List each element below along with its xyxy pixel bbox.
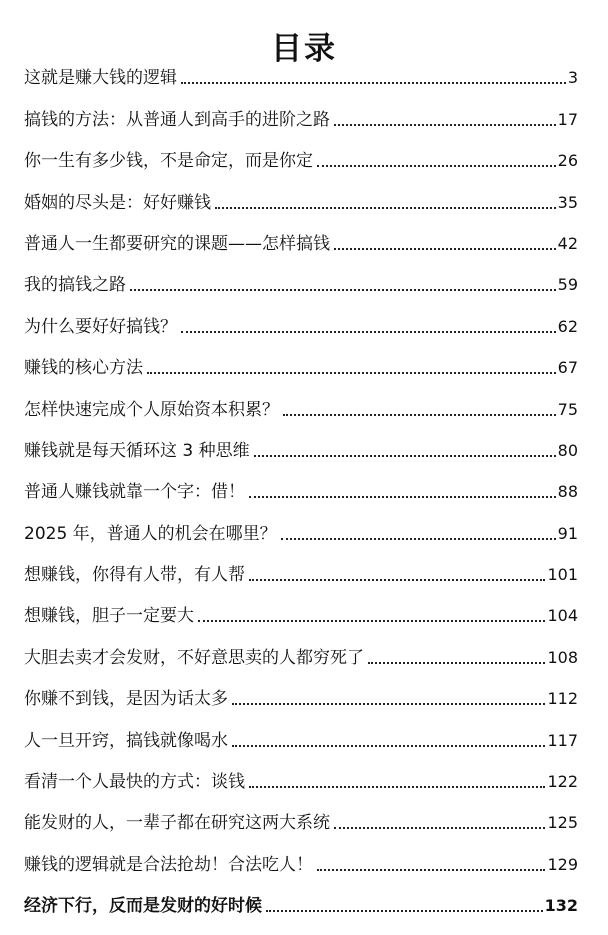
toc-entry-page: 35 bbox=[557, 192, 578, 212]
toc-entry[interactable] bbox=[24, 468, 578, 509]
toc-entry-title: 想赚钱，你得有人带，有人帮 bbox=[24, 565, 245, 586]
toc-entry-page: 101 bbox=[547, 565, 578, 585]
toc-entry-page: 42 bbox=[557, 233, 578, 253]
toc-entry-page: 75 bbox=[557, 399, 578, 419]
toc-entry-page: 62 bbox=[557, 316, 578, 336]
dot-leader bbox=[147, 372, 556, 374]
toc-entry-title: 赚钱的核心方法 bbox=[24, 358, 143, 379]
toc-entry-page: 125 bbox=[547, 813, 578, 833]
toc-entry[interactable] bbox=[24, 799, 578, 840]
toc-entry[interactable] bbox=[24, 220, 578, 261]
dot-leader bbox=[368, 662, 545, 664]
dot-leader bbox=[283, 414, 556, 416]
toc-entry-title: 搞钱的方法：从普通人到高手的进阶之路 bbox=[24, 109, 330, 130]
toc-entry-title: 这就是赚大钱的逻辑 bbox=[24, 68, 177, 89]
toc-entry-page: 3 bbox=[567, 68, 578, 88]
toc-entry[interactable] bbox=[24, 137, 578, 178]
toc-entry-page: 108 bbox=[547, 647, 578, 667]
dot-leader bbox=[198, 620, 545, 622]
toc-entry-title: 看清一个人最快的方式：谈钱 bbox=[24, 772, 245, 793]
toc-entry-title: 你赚不到钱，是因为话太多 bbox=[24, 689, 228, 710]
dot-leader bbox=[181, 331, 556, 333]
dot-leader bbox=[232, 745, 545, 747]
dot-leader bbox=[334, 248, 556, 250]
toc-entry-title: 人一旦开窍，搞钱就像喝水 bbox=[24, 730, 228, 751]
toc-entry-page: 132 bbox=[544, 896, 578, 916]
toc-entry-page: 88 bbox=[557, 482, 578, 502]
dot-leader bbox=[249, 579, 545, 581]
dot-leader bbox=[249, 786, 545, 788]
toc-entry[interactable] bbox=[24, 758, 578, 799]
toc-entry[interactable] bbox=[24, 633, 578, 674]
toc-entry-title: 怎样快速完成个人原始资本积累？ bbox=[24, 399, 279, 420]
table-of-contents bbox=[24, 54, 578, 923]
toc-entry-title: 赚钱就是每天循环这 3 种思维 bbox=[24, 440, 250, 461]
toc-entry-title: 为什么要好好搞钱？ bbox=[24, 316, 177, 337]
toc-entry[interactable] bbox=[24, 427, 578, 468]
dot-leader bbox=[215, 207, 556, 209]
toc-entry-page: 67 bbox=[557, 358, 578, 378]
dot-leader bbox=[254, 455, 556, 457]
toc-entry-page: 122 bbox=[547, 772, 578, 792]
toc-entry-page: 117 bbox=[547, 730, 578, 750]
dot-leader bbox=[317, 165, 556, 167]
toc-entry[interactable] bbox=[24, 840, 578, 881]
toc-entry[interactable] bbox=[24, 178, 578, 219]
page-title: 目录 bbox=[271, 30, 337, 67]
toc-entry-title: 大胆去卖才会发财，不好意思卖的人都穷死了 bbox=[24, 647, 364, 668]
dot-leader bbox=[317, 869, 545, 871]
toc-entry[interactable] bbox=[24, 95, 578, 136]
toc-entry-page: 17 bbox=[557, 109, 578, 129]
dot-leader bbox=[249, 496, 556, 498]
dot-leader bbox=[281, 538, 556, 540]
toc-entry-title: 我的搞钱之路 bbox=[24, 275, 126, 296]
toc-entry-title: 2025 年，普通人的机会在哪里？ bbox=[24, 523, 277, 544]
toc-entry[interactable] bbox=[24, 882, 578, 923]
dot-leader bbox=[130, 289, 556, 291]
toc-entry[interactable] bbox=[24, 675, 578, 716]
toc-entry[interactable] bbox=[24, 592, 578, 633]
toc-entry[interactable] bbox=[24, 344, 578, 385]
toc-entry[interactable] bbox=[24, 551, 578, 592]
toc-entry[interactable] bbox=[24, 385, 578, 426]
toc-entry-page: 129 bbox=[547, 854, 578, 874]
toc-entry-page: 26 bbox=[557, 151, 578, 171]
toc-entry-title: 普通人一生都要研究的课题——怎样搞钱 bbox=[24, 233, 330, 254]
toc-entry-page: 112 bbox=[547, 689, 578, 709]
toc-entry[interactable] bbox=[24, 509, 578, 550]
toc-entry-title: 普通人赚钱就靠一个字：借！ bbox=[24, 482, 245, 503]
toc-entry-page: 59 bbox=[557, 275, 578, 295]
toc-entry[interactable] bbox=[24, 261, 578, 302]
toc-entry-title: 婚姻的尽头是：好好赚钱 bbox=[24, 192, 211, 213]
toc-entry-title: 经济下行，反而是发财的好时候 bbox=[24, 896, 262, 917]
dot-leader bbox=[181, 82, 566, 84]
toc-entry-title: 赚钱的逻辑就是合法抢劫！合法吃人！ bbox=[24, 854, 313, 875]
toc-entry-page: 91 bbox=[557, 523, 578, 543]
toc-entry[interactable] bbox=[24, 716, 578, 757]
toc-entry[interactable] bbox=[24, 302, 578, 343]
dot-leader bbox=[232, 703, 545, 705]
toc-entry-title: 你一生有多少钱，不是命定，而是你定 bbox=[24, 151, 313, 172]
dot-leader bbox=[266, 910, 543, 912]
toc-entry-page: 80 bbox=[557, 440, 578, 460]
toc-entry-title: 想赚钱，胆子一定要大 bbox=[24, 606, 194, 627]
toc-entry-title: 能发财的人，一辈子都在研究这两大系统 bbox=[24, 813, 330, 834]
dot-leader bbox=[334, 827, 545, 829]
toc-entry[interactable] bbox=[24, 54, 578, 95]
toc-entry-page: 104 bbox=[547, 606, 578, 626]
dot-leader bbox=[334, 124, 556, 126]
